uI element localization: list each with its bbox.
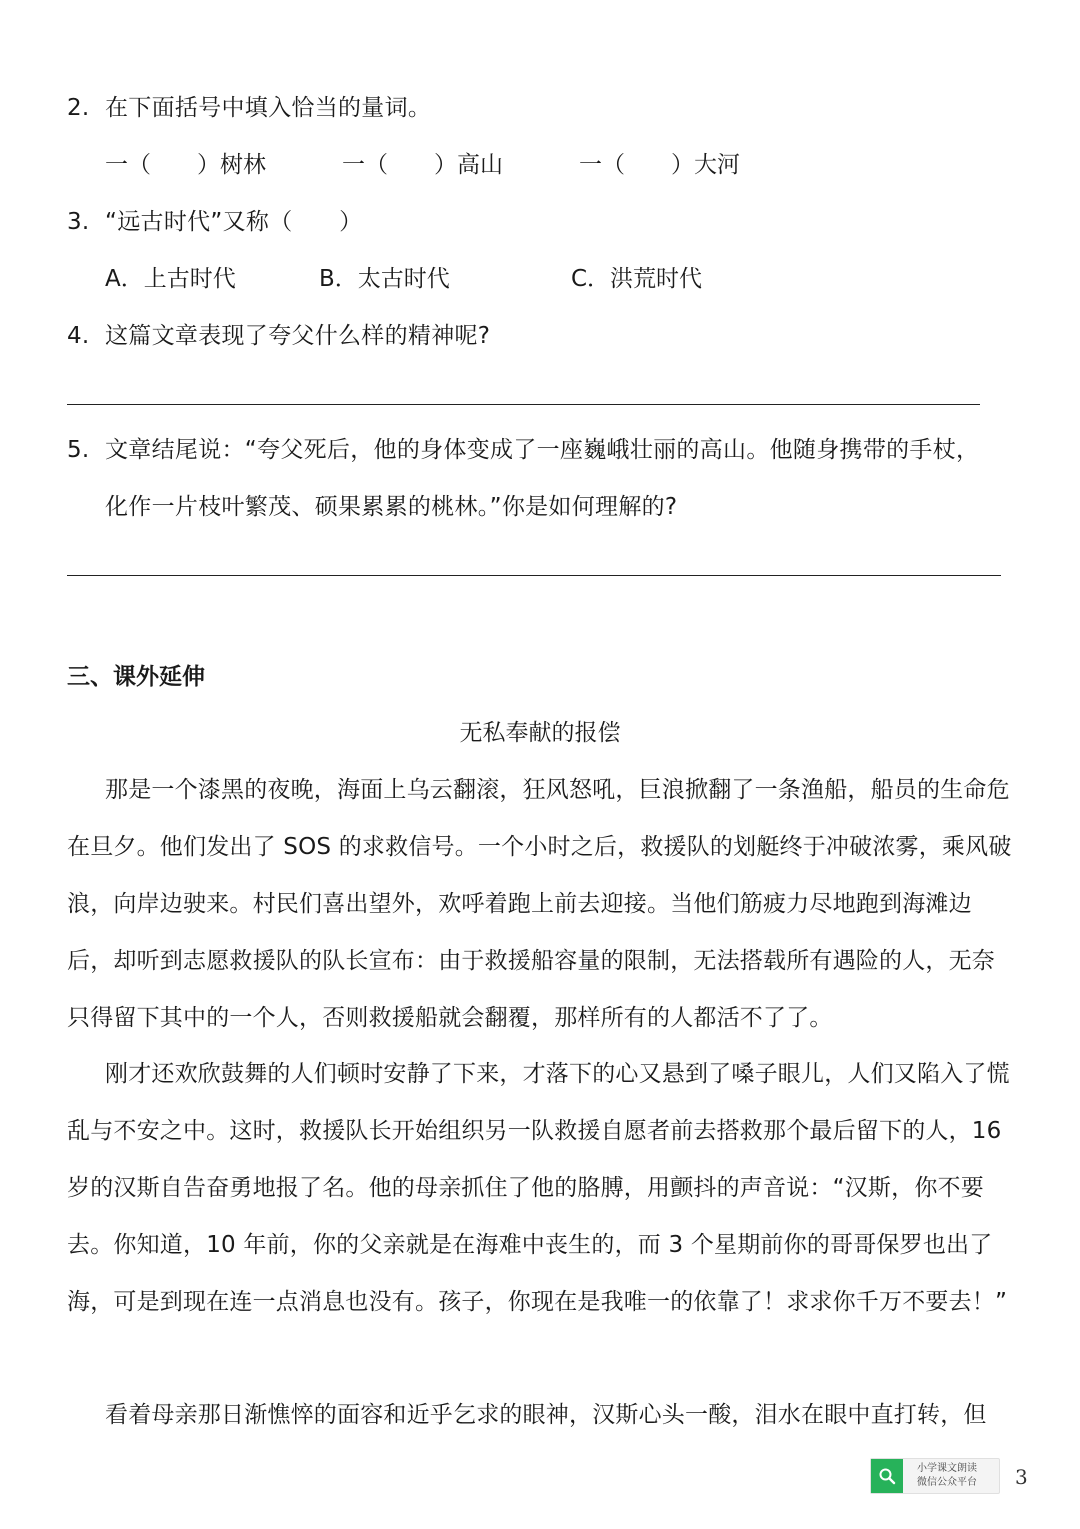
search-icon [871, 1459, 903, 1493]
q2-item-river: 一（ ）大河 [579, 152, 740, 178]
question-number: 2. [67, 95, 90, 121]
question-number: 5. [67, 437, 90, 463]
q3-option-b: B．太古时代 [319, 266, 450, 292]
section-heading: 三、课外延伸 [67, 664, 205, 690]
question-text: 这篇文章表现了夸父什么样的精神呢? [105, 323, 491, 349]
q3-option-a: A．上古时代 [105, 266, 236, 292]
question-text-line-1: 文章结尾说：“夸父死后，他的身体变成了一座巍峨壮丽的高山。他随身携带的手杖， [105, 437, 980, 463]
question-number: 3. [67, 209, 90, 235]
question-3 [67, 207, 362, 237]
question-text: 在下面括号中填入恰当的量词。 [105, 95, 432, 121]
q3-option-c: C．洪荒时代 [571, 266, 703, 292]
article-paragraph-2: 刚才还欢欣鼓舞的人们顿时安静了下来，才落下的心又悬到了嗓子眼儿，人们又陷入了慌乱与不安之中。这时，救援队长开始组织另一队救援自愿者前去搭救那个最后留下的人，16 岁的汉斯自告奋勇地报了名。他的母亲抓住了他的胳膊，用颤抖的声音说：“汉斯，你不要去。你知道，10 年前，你的父亲就是在海难中丧生的，而 3 个星期前你的哥哥保罗也出了海，可是到现在连一点消息也没有。孩子，你现在是我唯一的依靠了！求求你千万不要去！” [67, 1061, 1010, 1315]
badge-line-1: 小学课文朗读 [917, 1463, 977, 1474]
question-5-line-2: 化作一片枝叶繁茂、硕果累累的桃林。”你是如何理解的? [105, 494, 678, 520]
badge-line-2: 微信公众平台 [917, 1477, 977, 1488]
question-2 [67, 93, 431, 123]
article-paragraph-1: 那是一个漆黑的夜晚，海面上乌云翻滚，狂风怒吼，巨浪掀翻了一条渔船，船员的生命危在旦夕。他们发出了 SOS 的求救信号。一个小时之后，救援队的划艇终于冲破浓雾，乘风破浪，向岸边驶来。村民们喜出望外，欢呼着跑上前去迎接。当他们筋疲力尽地跑到海滩边后，却听到志愿救援队的队长宣布：由于救援船容量的限制，无法搭载所有遇险的人，无奈只得留下其中的一个人，否则救援船就会翻覆，那样所有的人都活不了了。 [67, 777, 1012, 1031]
article-paragraph-3: 看着母亲那日渐憔悴的面容和近乎乞求的眼神，汉斯心头一酸，泪水在眼中直打转，但 [105, 1402, 987, 1428]
answer-line-q4[interactable] [67, 404, 980, 405]
answer-line-q5[interactable] [67, 575, 1001, 576]
q2-item-forest: 一（ ）树林 [105, 152, 266, 178]
question-number: 4. [67, 323, 90, 349]
question-4 [67, 321, 490, 351]
question-5 [67, 435, 979, 465]
article-title: 无私奉献的报偿 [459, 720, 621, 746]
page-number: 3 [1015, 1465, 1028, 1489]
question-text: “远古时代”又称（ ） [105, 209, 363, 235]
q2-item-mountain: 一（ ）高山 [342, 152, 503, 178]
wechat-badge [870, 1458, 1000, 1494]
